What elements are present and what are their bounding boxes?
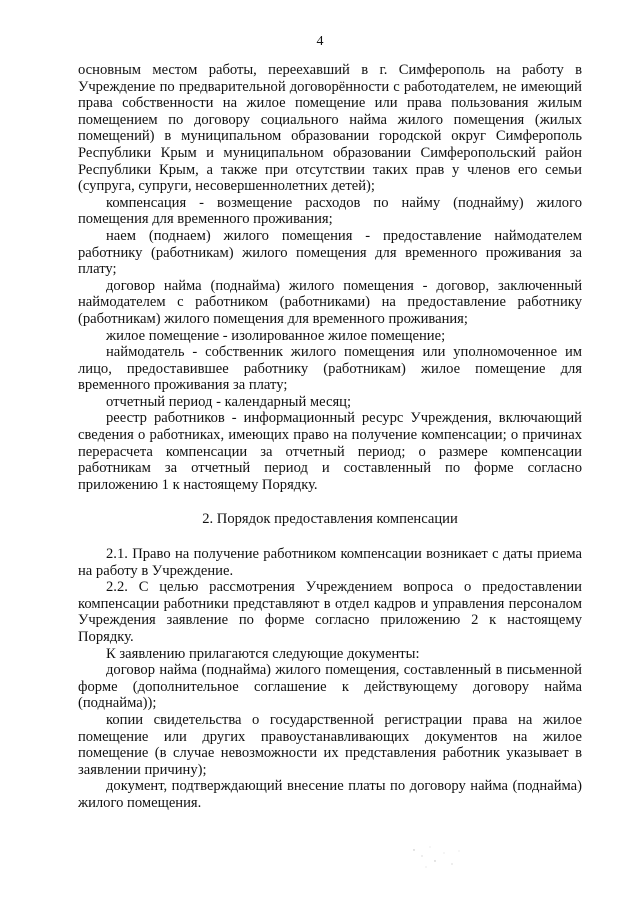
page-number: 4 [316, 34, 324, 49]
scan-specks [408, 842, 468, 872]
section-paragraphs [78, 546, 582, 812]
section-paragraph: договор найма (поднайма) жилого помещения, составленный в письменной форме (дополнительное соглашение к действующему договору найма (поднайма)); [78, 662, 582, 712]
definition-paragraph: реестр работников - информационный ресурс Учреждения, включающий сведения о работниках, имеющих право на получение компенсации; о причинах перерасчета компенсации за отчетный период; о размере компенсации работникам за отчетный период и составленный по форме согласно приложению 1 к настоящему Порядку. [78, 410, 582, 493]
definition-paragraph: наймодатель - собственник жилого помещения или уполномоченное им лицо, предоставившее работнику (работникам) жилое помещение для временного проживания за плату; [78, 344, 582, 394]
section-paragraph: 2.2. С целью рассмотрения Учреждением вопроса о предоставлении компенсации работники представляют в отдел кадров и управления персоналом Учреждения заявление по форме согласно приложению 2 к настоящему Порядку. [78, 579, 582, 645]
section-paragraph: 2.1. Право на получение работником компенсации возникает с даты приема на работу в Учреждение. [78, 546, 582, 579]
section-paragraph: К заявлению прилагаются следующие документы: [106, 645, 420, 662]
document-body [78, 62, 582, 812]
definition-paragraph: компенсация - возмещение расходов по найму (поднайму) жилого помещения для временного проживания; [78, 194, 582, 228]
section-heading: 2. Порядок предоставления компенсации [202, 511, 458, 528]
definitions-list [78, 62, 582, 493]
definition-paragraph: наем (поднаем) жилого помещения - предоставление наймодателем работнику (работникам) жилого помещения для временного проживания за плату; [78, 227, 582, 278]
definition-paragraph: основным местом работы, переехавший в г. Симферополь на работу в Учреждение по предварительной договорённости с работодателем, не имеющий права собственности на жилое помещение или права пользования жилым помещением по договору социального найма жилого помещения (жилых помещений) в муниципальном образовании городской округ Симферополь Республики Крым и муниципальном образовании Симферопольский район Республики Крым, а также при отсутствии таких прав у членов его семьи (супруга, супруги, несовершеннолетних детей); [78, 62, 582, 195]
section-paragraph: документ, подтверждающий внесение платы по договору найма (поднайма) жилого помещения. [78, 778, 582, 811]
definition-paragraph: договор найма (поднайма) жилого помещения - договор, заключенный наймодателем с работником (работниками) на предоставление работнику (работникам) жилого помещения для временного проживания; [78, 277, 582, 327]
definition-paragraph: жилое помещение - изолированное жилое помещение; [106, 327, 446, 344]
section-paragraph: копии свидетельства о государственной регистрации права на жилое помещение или других правоустанавливающих документов на жилое помещение (в случае невозможности их представления работник указывает в заявлении причину); [78, 711, 582, 778]
definition-paragraph: отчетный период - календарный месяц; [106, 393, 352, 410]
